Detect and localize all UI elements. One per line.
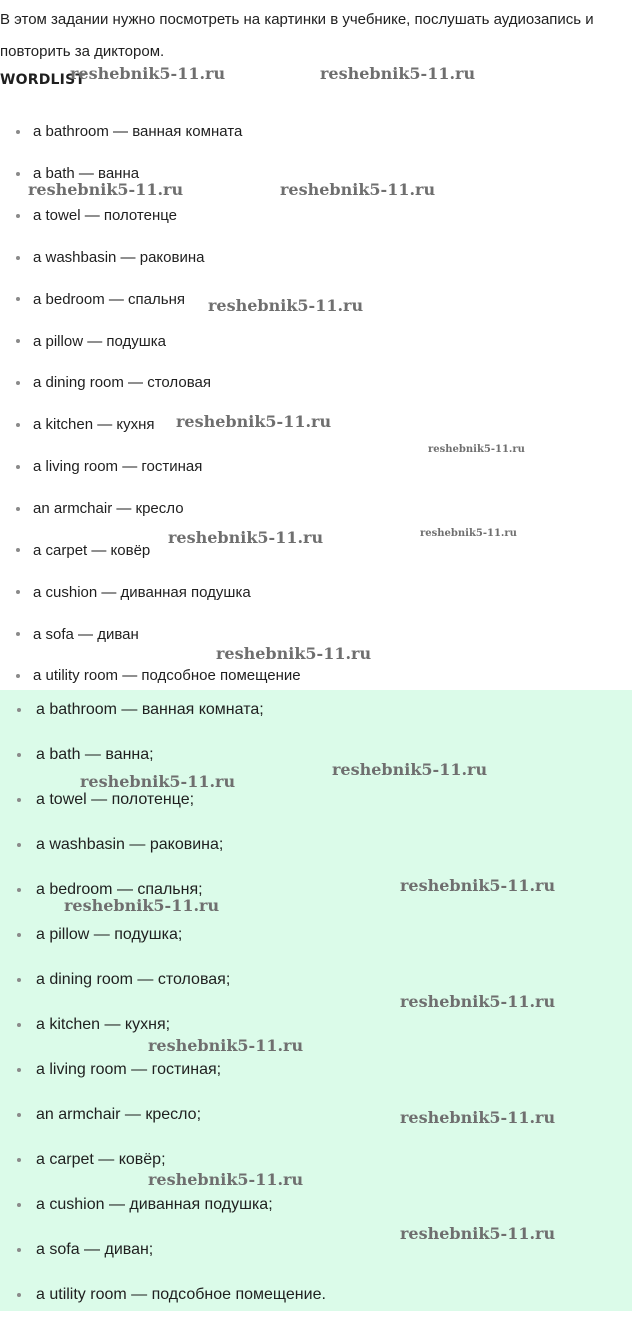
watermark: reshebnik5-11.ru bbox=[70, 64, 226, 83]
watermark: reshebnik5-11.ru bbox=[216, 644, 372, 663]
watermark: reshebnik5-11.ru bbox=[168, 528, 324, 547]
bullet-icon bbox=[16, 214, 20, 218]
answer-item bbox=[0, 1182, 632, 1227]
list-item bbox=[0, 111, 632, 153]
list-item bbox=[0, 278, 632, 320]
answer-item-text: a bathroom — ванная комната; bbox=[36, 700, 264, 718]
bullet-icon bbox=[16, 130, 20, 134]
list-item-text: a living room — гостиная bbox=[33, 458, 203, 476]
list-item bbox=[0, 153, 632, 195]
watermark: reshebnik5-11.ru bbox=[332, 760, 488, 779]
answer-item-text: a cushion — диванная подушка; bbox=[36, 1195, 273, 1213]
watermark: reshebnik5-11.ru bbox=[64, 896, 220, 915]
watermark: reshebnik5-11.ru bbox=[320, 64, 476, 83]
answer-item bbox=[0, 957, 632, 1002]
bullet-icon bbox=[17, 1113, 21, 1117]
bullet-icon bbox=[16, 507, 20, 511]
answer-item-text: a dining room — столовая; bbox=[36, 970, 231, 988]
watermark: reshebnik5-11.ru bbox=[280, 180, 436, 199]
answer-item bbox=[0, 822, 632, 867]
watermark: reshebnik5-11.ru bbox=[148, 1170, 304, 1189]
answer-item-text: a utility room — подсобное помещение. bbox=[36, 1285, 326, 1303]
bullet-icon bbox=[16, 256, 20, 260]
bullet-icon bbox=[17, 933, 21, 937]
answer-item-text: a bath — ванна; bbox=[36, 745, 154, 763]
watermark: reshebnik5-11.ru bbox=[176, 412, 332, 431]
bullet-icon bbox=[16, 632, 20, 636]
list-item bbox=[0, 362, 632, 404]
answer-item bbox=[0, 687, 632, 732]
list-item-text: a utility room — подсобное помещение bbox=[33, 667, 301, 685]
answer-item-text: a carpet — ковёр; bbox=[36, 1150, 166, 1168]
watermark: reshebnik5-11.ru bbox=[80, 772, 236, 791]
list-item bbox=[0, 404, 632, 446]
answer-item bbox=[0, 912, 632, 957]
bullet-icon bbox=[17, 1293, 21, 1297]
answer-item-text: a sofa — диван; bbox=[36, 1240, 154, 1258]
list-item-text: a towel — полотенце bbox=[33, 207, 178, 225]
watermark: reshebnik5-11.ru bbox=[28, 180, 184, 199]
answer-item bbox=[0, 777, 632, 822]
answer-item bbox=[0, 1272, 632, 1317]
bullet-icon bbox=[17, 843, 21, 847]
answer-item bbox=[0, 867, 632, 912]
bullet-icon bbox=[17, 888, 21, 892]
list-item bbox=[0, 571, 632, 613]
list-item bbox=[0, 195, 632, 237]
list-item-text: a washbasin — раковина bbox=[33, 248, 205, 266]
answer-item-text: a towel — полотенце; bbox=[36, 790, 195, 808]
answer-item-text: a pillow — подушка; bbox=[36, 925, 183, 943]
bullet-icon bbox=[17, 1203, 21, 1207]
bullet-icon bbox=[17, 708, 21, 712]
list-item bbox=[0, 446, 632, 488]
answer-list bbox=[0, 687, 632, 1317]
intro-text: В этом задании нужно посмотреть на картинки в учебнике, послушать аудиозапись и повторить за диктором. bbox=[0, 11, 594, 60]
list-item bbox=[0, 488, 632, 530]
bullet-icon bbox=[16, 674, 20, 678]
list-item-text: a cushion — диванная подушка bbox=[33, 583, 251, 601]
list-item-text: a kitchen — кухня bbox=[33, 416, 155, 434]
answer-item-text: an armchair — кресло; bbox=[36, 1105, 202, 1123]
answer-item bbox=[0, 1092, 632, 1137]
watermark: reshebnik5-11.ru bbox=[400, 1224, 556, 1243]
bullet-icon bbox=[16, 423, 20, 427]
watermark: reshebnik5-11.ru bbox=[400, 1108, 556, 1127]
watermark: reshebnik5-11.ru bbox=[420, 528, 517, 539]
list-item-text: a bathroom — ванная комната bbox=[33, 123, 243, 141]
answer-item-text: a living room — гостиная; bbox=[36, 1060, 222, 1078]
wordlist-heading: WORDLIST bbox=[0, 72, 86, 88]
bullet-icon bbox=[17, 1068, 21, 1072]
bullet-icon bbox=[17, 1023, 21, 1027]
bullet-icon bbox=[16, 548, 20, 552]
watermark: reshebnik5-11.ru bbox=[400, 992, 556, 1011]
list-item bbox=[0, 237, 632, 279]
watermark: reshebnik5-11.ru bbox=[428, 444, 525, 455]
bullet-icon bbox=[17, 798, 21, 802]
list-item bbox=[0, 320, 632, 362]
bullet-icon bbox=[17, 978, 21, 982]
answer-item bbox=[0, 732, 632, 777]
list-item bbox=[0, 529, 632, 571]
list-item bbox=[0, 613, 632, 655]
bullet-icon bbox=[16, 465, 20, 469]
answer-item bbox=[0, 1137, 632, 1182]
list-item-text: a dining room — столовая bbox=[33, 374, 211, 392]
watermark: reshebnik5-11.ru bbox=[208, 296, 364, 315]
bullet-icon bbox=[16, 590, 20, 594]
answer-item bbox=[0, 1002, 632, 1047]
list-item-text: a carpet — ковёр bbox=[33, 541, 151, 559]
bullet-icon bbox=[17, 1248, 21, 1252]
answer-item bbox=[0, 1227, 632, 1272]
watermark: reshebnik5-11.ru bbox=[148, 1036, 304, 1055]
bullet-icon bbox=[17, 1158, 21, 1162]
list-item-text: a bath — ванна bbox=[33, 165, 140, 183]
answer-item-text: a kitchen — кухня; bbox=[36, 1015, 171, 1033]
bullet-icon bbox=[16, 172, 20, 176]
list-item-text: an armchair — кресло bbox=[33, 500, 184, 518]
bullet-icon bbox=[16, 297, 20, 301]
list-item-text: a pillow — подушка bbox=[33, 332, 167, 350]
bullet-icon bbox=[16, 381, 20, 385]
list-item-text: a sofa — диван bbox=[33, 625, 139, 643]
watermark: reshebnik5-11.ru bbox=[400, 876, 556, 895]
answer-item bbox=[0, 1047, 632, 1092]
bullet-icon bbox=[16, 339, 20, 343]
wordlist bbox=[0, 111, 632, 697]
list-item-text: a bedroom — спальня bbox=[33, 290, 185, 308]
answer-item-text: a bedroom — спальня; bbox=[36, 880, 203, 898]
bullet-icon bbox=[17, 753, 21, 757]
answer-item-text: a washbasin — раковина; bbox=[36, 835, 224, 853]
